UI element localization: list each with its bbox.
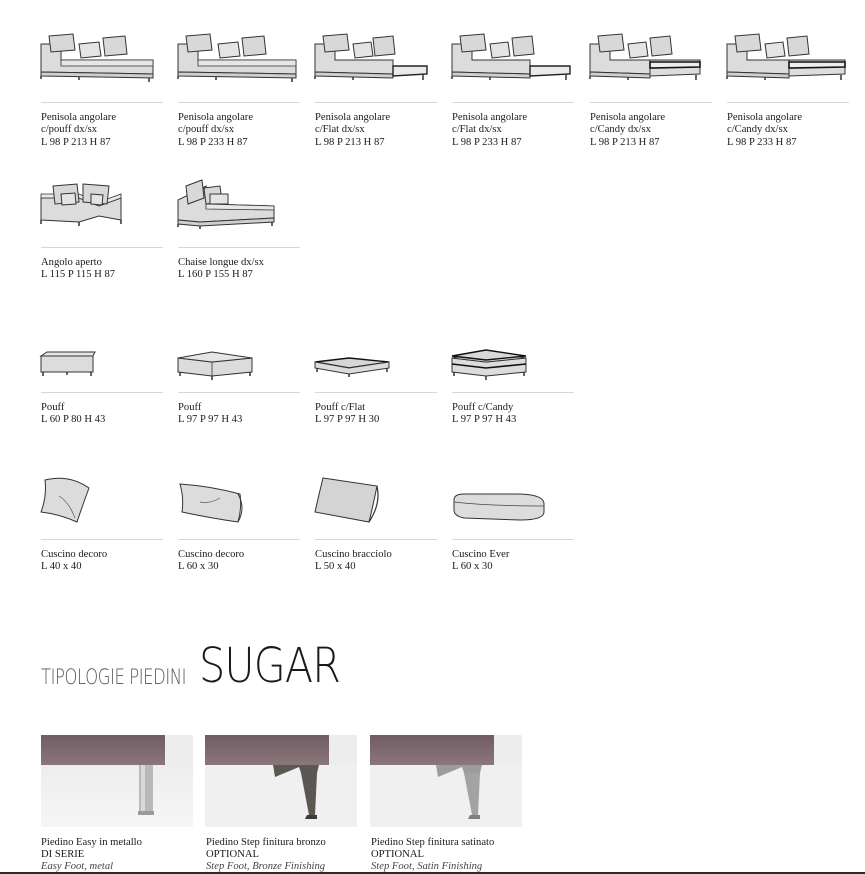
foot-easy-photo — [41, 735, 193, 827]
cushion-square-icon — [39, 474, 167, 534]
module-size: L 98 P 233 H 87 — [452, 136, 522, 148]
foot-caption — [41, 837, 201, 874]
section-title-big: SUGAR — [199, 638, 341, 694]
module-variant: c/pouff dx/sx — [178, 124, 235, 136]
cushion-name: Cuscino bracciolo — [315, 549, 392, 560]
chaise-longue-icon — [176, 176, 304, 236]
cushion-armrest-icon — [313, 474, 441, 534]
pouf-size: L 97 P 97 H 43 — [178, 414, 243, 426]
cushion-size: L 60 x 30 — [178, 561, 219, 573]
module-name: Penisola angolare — [727, 112, 803, 123]
module-variant: c/pouff dx/sx — [41, 124, 98, 136]
module-size: L 98 P 233 H 87 — [178, 136, 248, 148]
module-size: L 98 P 233 H 87 — [727, 136, 797, 148]
module-size: L 98 P 213 H 87 — [590, 136, 660, 148]
cushion-rect-icon — [176, 474, 304, 534]
cushion-size: L 40 x 40 — [41, 561, 82, 573]
sofa-chaise-candy-icon — [725, 30, 853, 90]
module-name: Penisola angolare — [315, 112, 391, 123]
foot-tag: DI SERIE — [41, 849, 85, 861]
sofa-chaise-pouf-icon — [176, 30, 304, 90]
pouf-large-icon — [176, 334, 304, 394]
cushion-size: L 50 x 40 — [315, 561, 356, 573]
sofa-chaise-flat-icon — [450, 30, 578, 90]
pouf-name: Pouff c/Flat — [315, 402, 366, 413]
foot-english: Easy Foot, metal — [41, 861, 114, 873]
pouf-size: L 97 P 97 H 43 — [452, 414, 517, 426]
pouf-small-icon — [39, 334, 167, 394]
pouf-name: Pouff c/Candy — [452, 402, 514, 413]
sofa-chaise-candy-icon — [588, 30, 716, 90]
module-name: Penisola angolare — [178, 112, 254, 123]
foot-name: Piedino Step finitura bronzo — [206, 837, 326, 848]
foot-tag: OPTIONAL — [371, 849, 424, 861]
foot-caption — [206, 837, 366, 874]
open-corner-sofa-icon — [39, 176, 167, 236]
pouf-name: Pouff — [178, 402, 202, 413]
cushion-name: Cuscino Ever — [452, 549, 510, 560]
pouf-flat-icon — [313, 334, 441, 394]
pouf-candy-icon — [450, 334, 578, 394]
sofa-chaise-flat-icon — [313, 30, 441, 90]
module-variant: c/Candy dx/sx — [727, 124, 788, 136]
foot-name: Piedino Step finitura satinato — [371, 837, 495, 848]
module-size: L 98 P 213 H 87 — [315, 136, 385, 148]
cushion-size: L 60 x 30 — [452, 561, 493, 573]
foot-tag: OPTIONAL — [206, 849, 259, 861]
module-name: Penisola angolare — [590, 112, 666, 123]
module-name: Penisola angolare — [41, 112, 117, 123]
module-name: Chaise longue dx/sx — [178, 257, 264, 268]
section-title-small: TIPOLOGIE PIEDINI — [41, 665, 187, 689]
module-size: L 98 P 213 H 87 — [41, 136, 111, 148]
sofa-chaise-pouf-icon — [39, 30, 167, 90]
cushion-ever-icon — [450, 474, 578, 534]
foot-caption — [371, 837, 531, 874]
pouf-name: Pouff — [41, 402, 65, 413]
pouf-size: L 60 P 80 H 43 — [41, 414, 106, 426]
cushion-name: Cuscino decoro — [41, 549, 108, 560]
module-size: L 115 P 115 H 87 — [41, 269, 116, 281]
foot-english: Step Foot, Satin Finishing — [371, 861, 483, 873]
foot-name: Piedino Easy in metallo — [41, 837, 142, 848]
cushion-name: Cuscino decoro — [178, 549, 245, 560]
foot-english: Step Foot, Bronze Finishing — [206, 861, 326, 873]
foot-step-satin-photo — [370, 735, 522, 827]
module-variant: c/Candy dx/sx — [590, 124, 651, 136]
module-name: Penisola angolare — [452, 112, 528, 123]
module-variant: c/Flat dx/sx — [452, 124, 502, 136]
module-size: L 160 P 155 H 87 — [178, 269, 253, 281]
module-name: Angolo aperto — [41, 257, 102, 268]
pouf-size: L 97 P 97 H 30 — [315, 414, 380, 426]
module-variant: c/Flat dx/sx — [315, 124, 365, 136]
foot-step-bronze-photo — [205, 735, 357, 827]
